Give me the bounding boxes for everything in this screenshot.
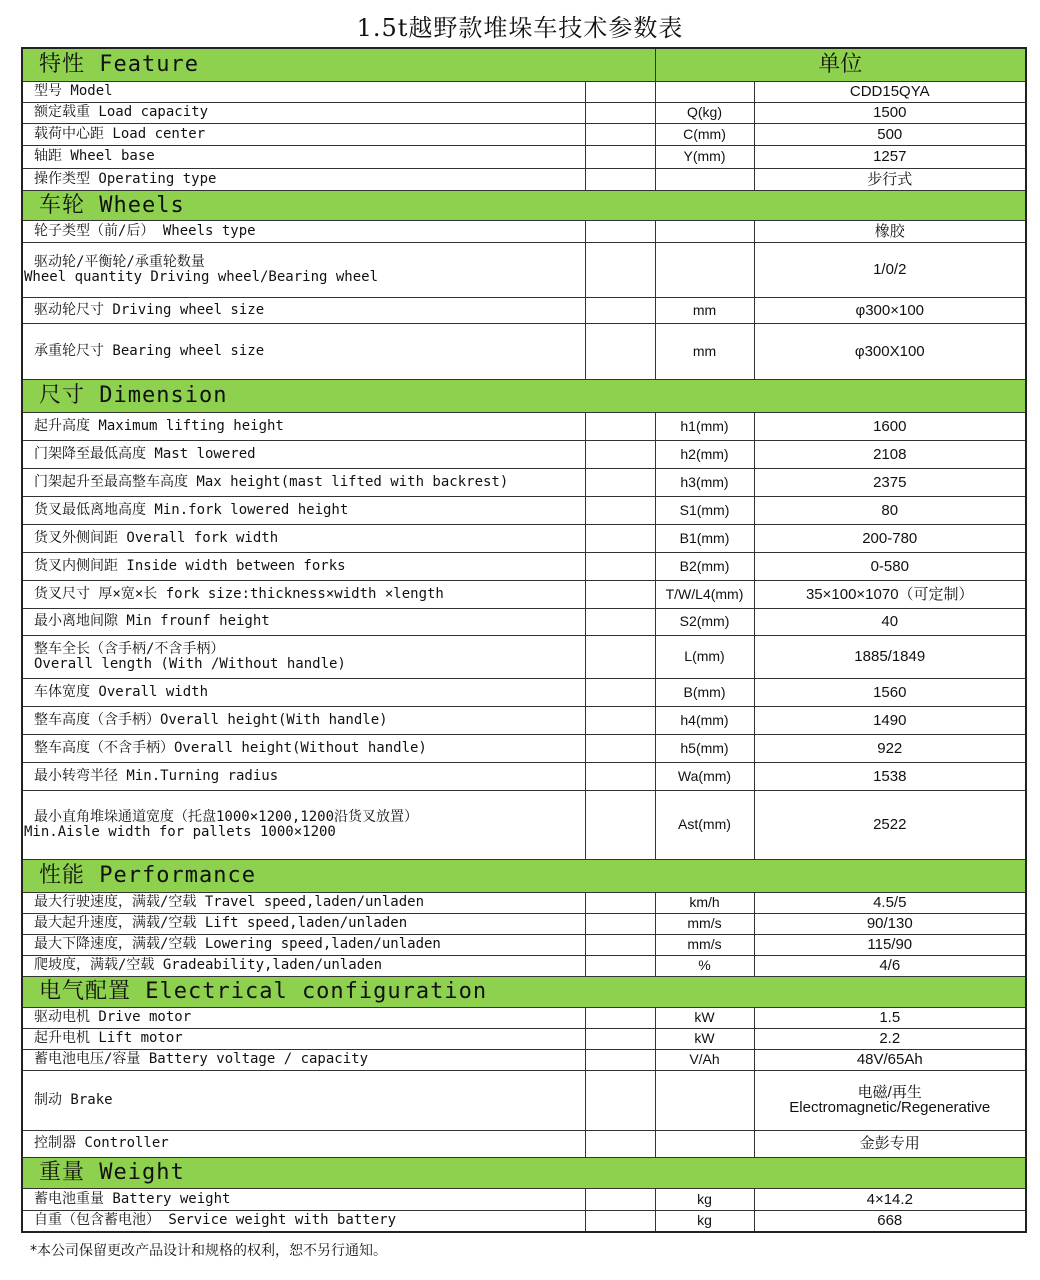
row-value: 40: [754, 608, 1026, 635]
section-header-wheels: [22, 190, 1026, 220]
row-unit: B2(mm): [655, 552, 754, 580]
row-unit: [655, 1070, 754, 1130]
row-unit: h1(mm): [655, 412, 754, 440]
row-label: 起升电机 Lift motor: [22, 1028, 585, 1049]
table-row: [22, 123, 1026, 145]
row-unit: km/h: [655, 892, 754, 913]
row-label: 门架起升至最高整车高度 Max height(mast lifted with backrest): [22, 468, 585, 496]
row-label-line2: Overall length (With /Without handle): [34, 655, 346, 672]
table-row: [22, 242, 1026, 297]
row-value: 2.2: [754, 1028, 1026, 1049]
row-label-line2: Min.Aisle width for pallets 1000×1200: [24, 823, 336, 840]
section-header-feature: [22, 48, 1026, 81]
row-label: 最大行驶速度，满载/空载 Travel speed,laden/unladen: [22, 892, 585, 913]
table-row: [22, 635, 1026, 678]
row-unit: B(mm): [655, 678, 754, 706]
section-title: 电气配置 Electrical configuration: [22, 976, 1026, 1007]
row-value: 1490: [754, 706, 1026, 734]
row-label: 整车高度（不含手柄）Overall height(Without handle): [22, 734, 585, 762]
table-row: [22, 1007, 1026, 1028]
row-label: 额定载重 Load capacity: [22, 102, 585, 123]
row-value: 2108: [754, 440, 1026, 468]
table-row: [22, 608, 1026, 635]
row-unit: kg: [655, 1188, 754, 1210]
row-unit: [655, 1130, 754, 1157]
section-title: 重量 Weight: [22, 1157, 1026, 1188]
row-label: 货叉最低离地高度 Min.fork lowered height: [22, 496, 585, 524]
table-row: [22, 1049, 1026, 1070]
row-unit: V/Ah: [655, 1049, 754, 1070]
row-value: 115/90: [754, 934, 1026, 955]
unit-header: 单位: [655, 48, 1026, 81]
row-unit: mm/s: [655, 934, 754, 955]
row-label: 型号 Model: [22, 81, 585, 102]
row-value-line1: 电磁/再生: [857, 1084, 922, 1101]
table-row: [22, 1070, 1026, 1130]
table-row: [22, 580, 1026, 608]
row-value: 4/6: [754, 955, 1026, 976]
row-label: 最小转弯半径 Min.Turning radius: [22, 762, 585, 790]
section-header-electrical: [22, 976, 1026, 1007]
row-value: 2375: [754, 468, 1026, 496]
section-header-performance: [22, 859, 1026, 892]
row-value: 步行式: [754, 168, 1026, 190]
table-row: [22, 412, 1026, 440]
table-row: [22, 220, 1026, 242]
table-row: [22, 734, 1026, 762]
row-label-line1: 整车全长（含手柄/不含手柄）: [34, 640, 225, 657]
row-label: 车体宽度 Overall width: [22, 678, 585, 706]
row-value: 668: [754, 1210, 1026, 1232]
row-value: 金彭专用: [754, 1130, 1026, 1157]
row-label: 货叉尺寸 厚×宽×长 fork size:thickness×width ×length: [22, 580, 585, 608]
row-value: 1500: [754, 102, 1026, 123]
table-row: [22, 1210, 1026, 1232]
row-unit: Wa(mm): [655, 762, 754, 790]
section-title: 性能 Performance: [22, 859, 1026, 892]
row-label: 门架降至最低高度 Mast lowered: [22, 440, 585, 468]
table-row: [22, 706, 1026, 734]
row-value: 48V/65Ah: [754, 1049, 1026, 1070]
table-row: [22, 892, 1026, 913]
table-row: [22, 955, 1026, 976]
row-unit: C(mm): [655, 123, 754, 145]
row-label: 起升高度 Maximum lifting height: [22, 412, 585, 440]
row-unit: [655, 242, 754, 297]
row-label: 轮子类型（前/后） Wheels type: [22, 220, 585, 242]
row-value: [754, 1070, 1026, 1130]
row-unit: B1(mm): [655, 524, 754, 552]
row-value: 500: [754, 123, 1026, 145]
row-unit: [655, 220, 754, 242]
row-label: 最大下降速度，满载/空载 Lowering speed,laden/unladen: [22, 934, 585, 955]
row-value: 0-580: [754, 552, 1026, 580]
row-value: 80: [754, 496, 1026, 524]
row-value: 1/0/2: [754, 242, 1026, 297]
table-row: [22, 145, 1026, 168]
page-title: 1.5t越野款堆垛车技术参数表: [356, 14, 684, 42]
table-row: [22, 468, 1026, 496]
row-unit: Q(kg): [655, 102, 754, 123]
row-value-line2: Electromagnetic/Regenerative: [789, 1099, 991, 1116]
row-label: 承重轮尺寸 Bearing wheel size: [22, 323, 585, 379]
table-row: [22, 790, 1026, 859]
row-label: 整车高度（含手柄）Overall height(With handle): [22, 706, 585, 734]
row-label: 操作类型 Operating type: [22, 168, 585, 190]
row-value: 1885/1849: [754, 635, 1026, 678]
row-unit: %: [655, 955, 754, 976]
table-row: [22, 762, 1026, 790]
table-row: [22, 1130, 1026, 1157]
section-header-weight: [22, 1157, 1026, 1188]
table-row: [22, 934, 1026, 955]
row-label: 货叉外侧间距 Overall fork width: [22, 524, 585, 552]
table-row: [22, 913, 1026, 934]
row-label: 载荷中心距 Load center: [22, 123, 585, 145]
row-unit: h3(mm): [655, 468, 754, 496]
row-label: 驱动轮尺寸 Driving wheel size: [22, 297, 585, 323]
row-value: φ300×100: [754, 297, 1026, 323]
row-label: 蓄电池重量 Battery weight: [22, 1188, 585, 1210]
row-value: 90/130: [754, 913, 1026, 934]
row-label: 驱动电机 Drive motor: [22, 1007, 585, 1028]
row-unit: S2(mm): [655, 608, 754, 635]
row-label: 自重（包含蓄电池） Service weight with battery: [22, 1210, 585, 1232]
row-label: 轴距 Wheel base: [22, 145, 585, 168]
row-value: 橡胶: [754, 220, 1026, 242]
table-row: [22, 81, 1026, 102]
row-label: 最大起升速度，满载/空载 Lift speed,laden/unladen: [22, 913, 585, 934]
row-label-line1: 驱动轮/平衡轮/承重轮数量: [34, 253, 205, 270]
row-value: 200-780: [754, 524, 1026, 552]
row-unit: Y(mm): [655, 145, 754, 168]
row-label: [22, 790, 585, 859]
table-row: [22, 524, 1026, 552]
row-unit: Ast(mm): [655, 790, 754, 859]
row-value: 4.5/5: [754, 892, 1026, 913]
table-row: [22, 1028, 1026, 1049]
table-row: [22, 168, 1026, 190]
row-value: 1600: [754, 412, 1026, 440]
footnote: *本公司保留更改产品设计和规格的权利，恕不另行通知。: [30, 1243, 387, 1259]
row-unit: h4(mm): [655, 706, 754, 734]
row-unit: [655, 81, 754, 102]
row-label-line1: 最小直角堆垛通道宽度（托盘1000×1200,1200沿货叉放置）: [34, 808, 419, 825]
row-label: 控制器 Controller: [22, 1130, 585, 1157]
section-title: 尺寸 Dimension: [22, 379, 1026, 412]
row-unit: mm/s: [655, 913, 754, 934]
row-label: 制动 Brake: [22, 1070, 585, 1130]
section-header-dimension: [22, 379, 1026, 412]
row-unit: [655, 168, 754, 190]
row-label: 爬坡度，满载/空载 Gradeability,laden/unladen: [22, 955, 585, 976]
row-unit: kg: [655, 1210, 754, 1232]
row-label-line2: Wheel quantity Driving wheel/Bearing wheel: [24, 268, 379, 285]
row-value: 1257: [754, 145, 1026, 168]
row-value: 1560: [754, 678, 1026, 706]
row-value: 1.5: [754, 1007, 1026, 1028]
row-value: 1538: [754, 762, 1026, 790]
table-row: [22, 1188, 1026, 1210]
row-value: 922: [754, 734, 1026, 762]
section-title: 特性 Feature: [22, 48, 655, 81]
row-unit: h2(mm): [655, 440, 754, 468]
row-value: CDD15QYA: [754, 81, 1026, 102]
table-row: [22, 552, 1026, 580]
table-row: [22, 323, 1026, 379]
row-label: [22, 635, 585, 678]
row-unit: kW: [655, 1007, 754, 1028]
row-unit: L(mm): [655, 635, 754, 678]
row-value: 2522: [754, 790, 1026, 859]
row-unit: S1(mm): [655, 496, 754, 524]
row-unit: kW: [655, 1028, 754, 1049]
row-unit: mm: [655, 323, 754, 379]
row-label: [22, 242, 585, 297]
row-value: φ300X100: [754, 323, 1026, 379]
spec-table: [21, 47, 1027, 1233]
table-row: [22, 102, 1026, 123]
row-label: 货叉内侧间距 Inside width between forks: [22, 552, 585, 580]
row-unit: T/W/L4(mm): [655, 580, 754, 608]
table-row: [22, 297, 1026, 323]
row-unit: h5(mm): [655, 734, 754, 762]
table-row: [22, 440, 1026, 468]
row-value: 35×100×1070（可定制）: [754, 580, 1026, 608]
row-unit: mm: [655, 297, 754, 323]
table-row: [22, 496, 1026, 524]
row-value: 4×14.2: [754, 1188, 1026, 1210]
row-label: 蓄电池电压/容量 Battery voltage / capacity: [22, 1049, 585, 1070]
table-row: [22, 678, 1026, 706]
row-label: 最小离地间隙 Min frounf height: [22, 608, 585, 635]
section-title: 车轮 Wheels: [22, 190, 1026, 220]
